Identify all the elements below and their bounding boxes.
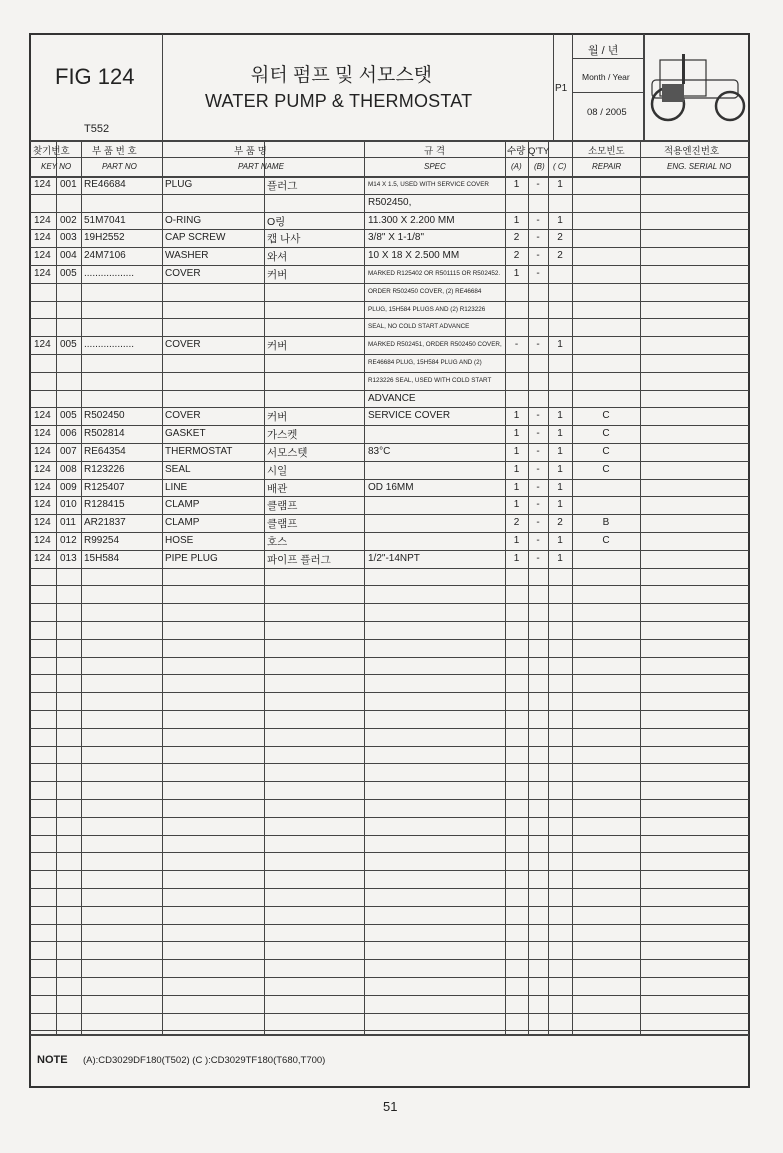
row-key: 005 (60, 339, 77, 351)
row-qty-a: 2 (513, 250, 520, 262)
tractor-icon (648, 50, 748, 130)
grid-line (30, 1030, 749, 1031)
row-key: 003 (60, 232, 77, 244)
title-korean: 워터 펌프 및 서모스탯 (251, 65, 433, 86)
col-serial-en: ENG. SERIAL NO (667, 162, 732, 171)
grid-line (30, 390, 749, 391)
grid-line (30, 817, 749, 818)
row-fig: 124 (34, 232, 51, 244)
row-fig: 124 (34, 268, 51, 279)
row-key: 005 (60, 268, 77, 279)
grid-line (162, 140, 163, 1034)
grid-line (30, 194, 749, 195)
grid-line (30, 728, 749, 729)
row-part-name: COVER (165, 410, 201, 422)
col-key-ko: 찾기번호 (33, 146, 70, 157)
row-spec: OD 16MM (368, 481, 414, 493)
row-key: 005 (60, 410, 77, 422)
grid-line (30, 674, 749, 675)
row-spec: 1/2"-14NPT (368, 552, 420, 564)
note-text: (A):CD3029DF180(T502) (C ):CD3029TF180(T680,T700) (83, 1055, 326, 1066)
row-part-name: COVER (165, 339, 201, 351)
month-year-label-en: Month / Year (582, 72, 630, 82)
row-qty-a: 2 (513, 517, 520, 529)
grid-line (30, 603, 749, 604)
row-part-no: RE46684 (84, 179, 126, 190)
grid-line (30, 532, 749, 533)
row-part-name: CLAMP (165, 499, 200, 511)
grid-line (30, 318, 749, 319)
grid-line (30, 781, 749, 782)
grid-line (30, 1013, 749, 1014)
row-part-name-ko: 배관 (267, 482, 288, 495)
row-fig: 124 (34, 214, 51, 226)
page-code: P1 (555, 83, 568, 94)
row-key: 013 (60, 552, 77, 564)
row-qty-a: 1 (513, 268, 520, 279)
row-repair: C (602, 428, 610, 440)
grid-line (30, 443, 749, 444)
row-spec: SEAL, NO COLD START ADVANCE (368, 323, 470, 331)
row-qty-a: 1 (513, 463, 520, 475)
row-spec: 10 X 18 X 2.500 MM (368, 250, 460, 262)
grid-line (30, 1034, 749, 1036)
row-part-name-ko: 가스켓 (267, 429, 298, 442)
row-part-name: THERMOSTAT (165, 446, 233, 457)
row-qty-c: 1 (557, 481, 563, 493)
grid-line (548, 140, 549, 1034)
row-fig: 124 (34, 535, 51, 546)
row-part-name: CLAMP (165, 517, 200, 529)
row-qty-c: 1 (557, 428, 563, 440)
row-fig: 124 (34, 179, 51, 190)
col-qty-a: (A) (511, 162, 522, 171)
figure-number: FIG 124 (55, 64, 135, 89)
grid-line (56, 140, 57, 1034)
row-spec: SERVICE COVER (368, 410, 451, 422)
row-key: 008 (60, 463, 77, 475)
col-key-en: KEY NO (41, 162, 72, 171)
grid-line (505, 157, 572, 158)
row-part-no: 51M7041 (84, 214, 126, 226)
row-part-no: R99254 (84, 535, 120, 546)
row-spec: RE46684 PLUG, 15H584 PLUG AND (2) (368, 359, 482, 366)
row-fig: 124 (34, 481, 51, 493)
row-qty-a: 1 (513, 499, 520, 511)
row-key: 001 (60, 179, 77, 190)
grid-line (30, 461, 749, 462)
row-part-name: WASHER (165, 250, 209, 262)
row-qty-c: 1 (557, 499, 563, 511)
grid-line (30, 657, 749, 658)
grid-line (30, 568, 749, 569)
row-qty-c: 2 (557, 517, 563, 529)
row-qty-c: 1 (557, 552, 563, 564)
row-part-name-ko: 커버 (267, 340, 288, 353)
grid-line (30, 870, 749, 871)
row-spec: 3/8" X 1-1/8" (368, 232, 425, 244)
grid-line (30, 247, 749, 248)
row-part-name-ko: 시일 (267, 464, 288, 477)
row-part-name-ko: 클램프 (267, 518, 298, 531)
row-part-name: COVER (165, 268, 201, 279)
row-part-name-ko: O링 (267, 215, 286, 228)
grid-line (30, 229, 749, 230)
row-key: 009 (60, 481, 77, 493)
grid-line (30, 585, 749, 586)
row-key: 007 (60, 446, 77, 457)
month-year-label-ko: 월 / 년 (588, 45, 619, 57)
row-qty-b: - (536, 446, 540, 457)
row-part-name-ko: 커버 (267, 411, 288, 424)
row-fig: 124 (34, 446, 51, 457)
row-qty-a: 1 (513, 552, 520, 564)
row-qty-c: 1 (557, 214, 563, 226)
row-spec: R502450, (368, 196, 412, 208)
grid-line (30, 336, 749, 337)
row-qty-c: 1 (557, 446, 563, 457)
row-part-name: PIPE PLUG (165, 552, 218, 564)
row-qty-b: - (536, 214, 540, 226)
grid-line (30, 514, 749, 515)
row-spec: ORDER R502450 COVER, (2) RE46684 (368, 287, 482, 295)
row-fig: 124 (34, 517, 51, 529)
row-qty-b: - (536, 463, 540, 475)
row-spec: ADVANCE (368, 392, 416, 404)
row-qty-b: - (536, 250, 540, 262)
grid-line (30, 746, 749, 747)
row-qty-b: - (536, 428, 540, 440)
row-part-no: 19H2552 (84, 232, 125, 244)
col-repair-ko: 소모빈도 (588, 146, 625, 157)
row-qty-b: - (536, 499, 540, 511)
row-part-name-ko: 플러그 (267, 180, 298, 192)
row-part-name-ko: 서모스텟 (267, 447, 308, 459)
row-fig: 124 (34, 463, 51, 475)
col-qty-c: ( C) (553, 162, 567, 171)
grid-line (572, 34, 573, 140)
issue-date: 08 / 2005 (587, 107, 627, 118)
row-fig: 124 (34, 428, 51, 440)
row-spec: 83°C (368, 446, 391, 457)
grid-line (81, 140, 82, 1034)
col-repair-en: REPAIR (592, 162, 622, 171)
row-part-no: .................. (84, 268, 135, 279)
row-part-no: 15H584 (84, 552, 120, 564)
row-key: 010 (60, 499, 77, 511)
row-qty-b: - (536, 179, 540, 190)
grid-line (30, 140, 749, 142)
grid-line (30, 924, 749, 925)
grid-line (30, 763, 749, 764)
row-repair: C (602, 410, 610, 422)
row-qty-c: 1 (557, 339, 563, 351)
col-name-ko: 부 품 명 (234, 146, 267, 157)
row-spec: PLUG, 15H584 PLUGS AND (2) R123226 (368, 305, 486, 313)
col-serial-ko: 적용엔진번호 (664, 146, 720, 157)
row-qty-a: 2 (513, 232, 520, 244)
row-part-no: AR21837 (84, 517, 126, 529)
grid-line (572, 92, 643, 93)
row-qty-a: 1 (513, 481, 520, 493)
title-english: WATER PUMP & THERMOSTAT (205, 91, 473, 111)
grid-line (30, 496, 749, 497)
grid-line (30, 639, 749, 640)
row-part-name: CAP SCREW (165, 232, 226, 244)
row-part-name-ko: 커버 (267, 269, 288, 281)
row-qty-c: 1 (557, 410, 563, 422)
row-repair: C (602, 535, 610, 546)
row-part-name: O-RING (165, 214, 202, 226)
row-part-name: SEAL (165, 463, 191, 475)
row-qty-a: - (514, 339, 519, 351)
grid-line (30, 301, 749, 302)
grid-line (30, 407, 749, 408)
row-key: 011 (60, 517, 76, 529)
row-qty-a: 1 (513, 179, 520, 190)
row-qty-c: 1 (557, 535, 563, 546)
col-qty-ko: 수량 Q'TY (507, 146, 550, 157)
row-repair: B (602, 517, 610, 529)
row-fig: 124 (34, 499, 51, 511)
grid-line (30, 176, 749, 178)
grid-line (30, 995, 749, 996)
row-repair: C (602, 446, 610, 457)
grid-line (30, 799, 749, 800)
grid-line (364, 140, 365, 1034)
row-key: 012 (60, 535, 77, 546)
grid-line (30, 425, 749, 426)
row-key: 002 (60, 214, 77, 226)
row-part-name-ko: 와셔 (267, 251, 288, 264)
row-qty-c: 2 (557, 232, 563, 244)
grid-line (572, 140, 573, 1034)
grid-line (30, 710, 749, 711)
row-qty-b: - (536, 268, 540, 279)
row-fig: 124 (34, 410, 51, 422)
grid-line (162, 34, 163, 140)
row-part-name: LINE (165, 481, 188, 493)
row-qty-a: 1 (513, 446, 520, 457)
grid-line (643, 34, 645, 140)
row-qty-a: 1 (513, 428, 520, 440)
row-part-no: R502450 (84, 410, 125, 422)
row-qty-b: - (536, 552, 540, 564)
grid-line (30, 977, 749, 978)
row-part-name-ko: 캡 나사 (267, 233, 301, 246)
row-spec: MARKED R125402 OR R501115 OR R502452. (368, 270, 501, 277)
row-spec: MARKED R502451, ORDER R502450 COVER, (368, 341, 502, 349)
grid-line (30, 906, 749, 907)
row-part-no: RE64354 (84, 446, 126, 457)
row-qty-c: 1 (557, 463, 563, 475)
row-part-name-ko: 클램프 (267, 500, 298, 513)
grid-line (30, 888, 749, 889)
col-spec-en: SPEC (424, 162, 446, 171)
grid-line (30, 265, 749, 266)
row-fig: 124 (34, 339, 51, 351)
row-qty-c: 2 (557, 250, 563, 262)
row-part-no: R125407 (84, 481, 125, 493)
grid-line (553, 34, 554, 140)
row-fig: 124 (34, 552, 51, 564)
model-code: T552 (84, 123, 110, 135)
grid-line (30, 550, 749, 551)
grid-line (30, 959, 749, 960)
col-part-ko: 부 품 번 호 (92, 146, 137, 157)
grid-line (30, 283, 749, 284)
row-qty-a: 1 (513, 214, 520, 226)
row-qty-b: - (536, 232, 540, 244)
row-key: 006 (60, 428, 77, 440)
col-part-en: PART NO (102, 162, 137, 171)
note-label: NOTE (37, 1054, 68, 1066)
row-part-no: R502814 (84, 428, 125, 440)
row-qty-b: - (536, 339, 540, 351)
row-qty-b: - (536, 481, 540, 493)
grid-line (30, 852, 749, 853)
grid-line (30, 621, 749, 622)
row-spec: R123226 SEAL, USED WITH COLD START (368, 376, 492, 384)
row-part-name: HOSE (165, 535, 194, 546)
row-qty-c: 1 (557, 179, 563, 190)
row-part-no: R123226 (84, 463, 125, 475)
row-part-no: .................. (84, 339, 135, 351)
grid-line (30, 692, 749, 693)
col-name-en: PART NAME (238, 162, 284, 171)
row-part-name-ko: 호스 (267, 536, 288, 548)
row-qty-a: 1 (513, 410, 520, 422)
grid-line (30, 941, 749, 942)
grid-line (30, 479, 749, 480)
grid-line (30, 157, 749, 158)
row-spec: 11.300 X 2.200 MM (368, 214, 455, 226)
grid-line (30, 212, 749, 213)
row-qty-a: 1 (513, 535, 520, 546)
col-spec-ko: 규 격 (424, 146, 445, 157)
page-number: 51 (383, 1099, 398, 1114)
row-part-no: R128415 (84, 499, 125, 511)
row-spec: M14 X 1.5, USED WITH SERVICE COVER (368, 181, 489, 188)
row-part-name: PLUG (165, 179, 193, 190)
row-part-name-ko: 파이프 플러그 (267, 553, 331, 566)
row-repair: C (602, 463, 610, 475)
col-qty-b: (B) (534, 162, 545, 171)
grid-line (30, 372, 749, 373)
grid-line (640, 140, 641, 1034)
row-qty-b: - (536, 517, 540, 529)
grid-line (30, 835, 749, 836)
row-fig: 124 (34, 250, 51, 262)
row-part-no: 24M7106 (84, 250, 126, 262)
row-qty-b: - (536, 535, 540, 546)
grid-line (30, 354, 749, 355)
grid-line (264, 140, 265, 1034)
row-part-name: GASKET (165, 428, 206, 440)
row-key: 004 (60, 250, 77, 262)
grid-line (572, 58, 643, 59)
row-qty-b: - (536, 410, 540, 422)
